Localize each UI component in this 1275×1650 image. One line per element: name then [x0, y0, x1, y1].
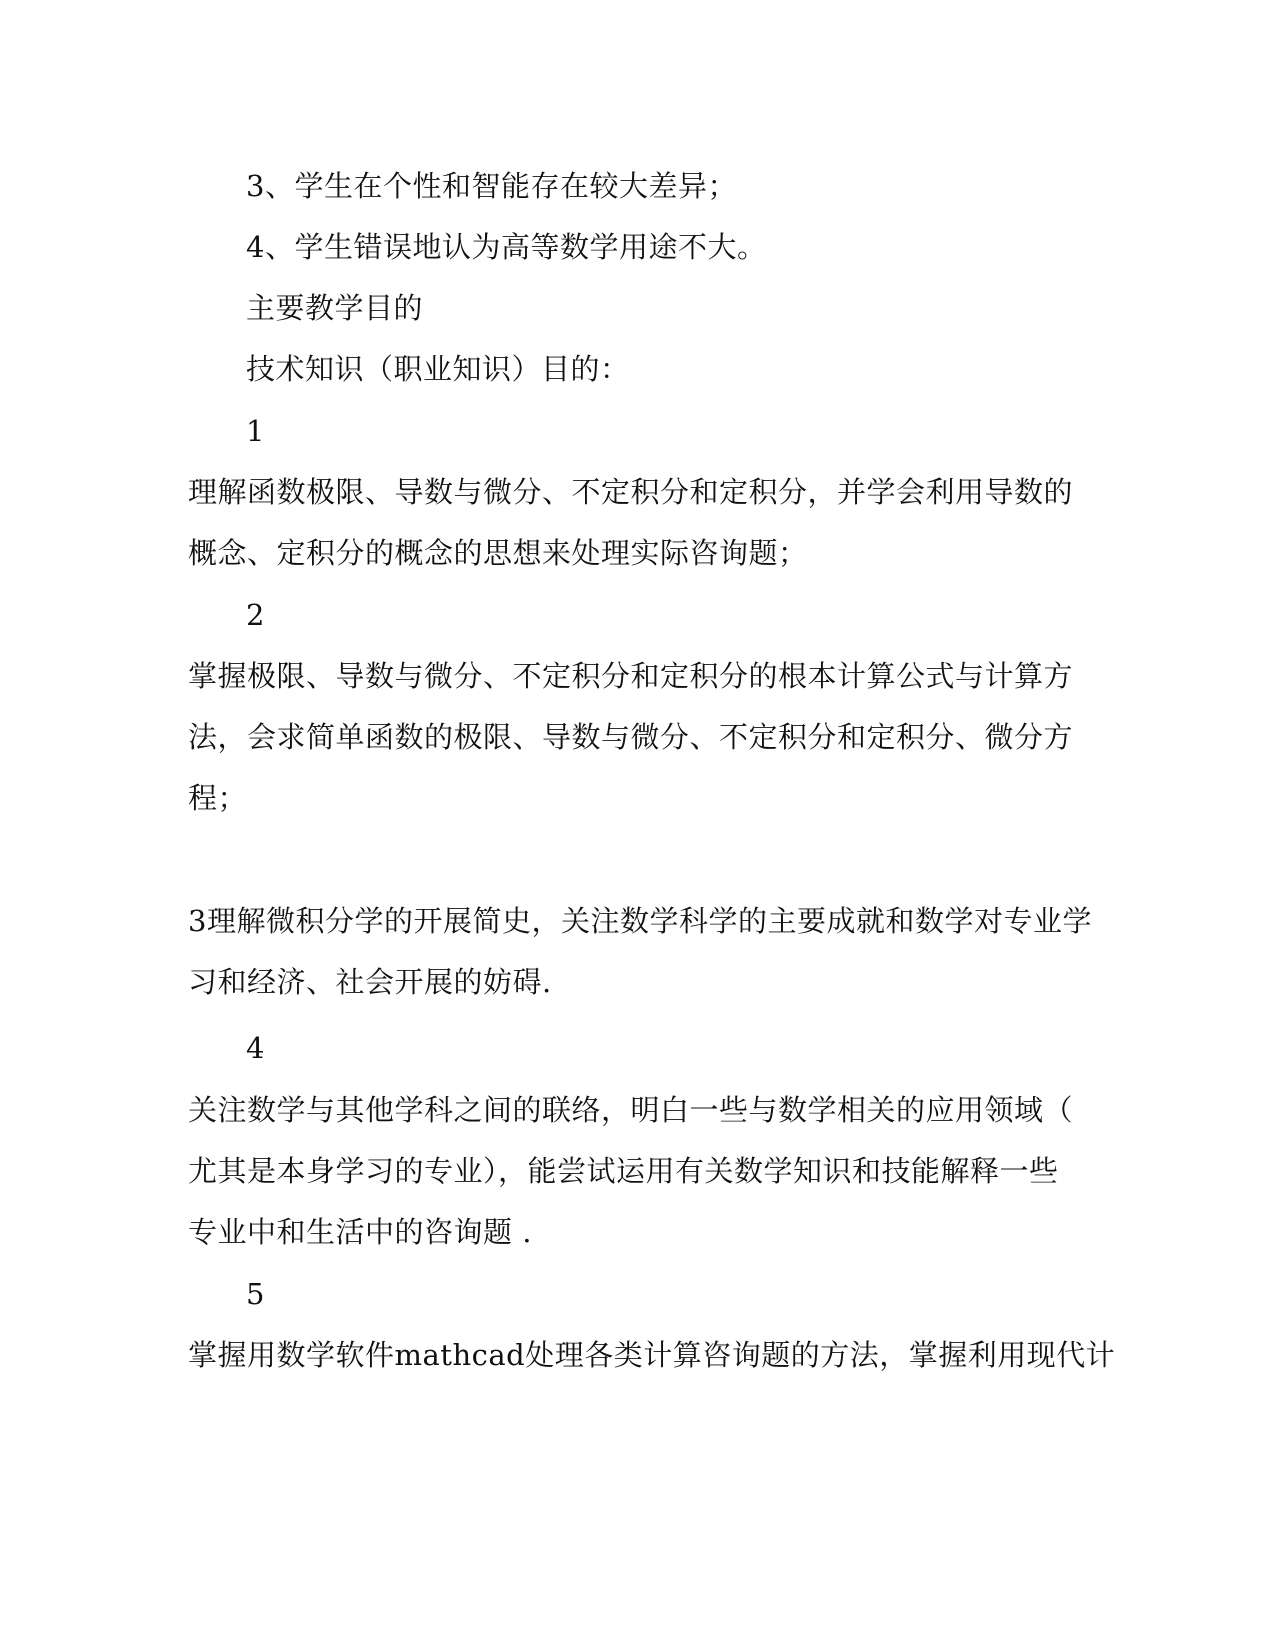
list-item-3: 3、学生在个性和智能存在较大差异； — [246, 169, 737, 203]
paragraph-line: 尤其是本身学习的专业），能尝试运用有关数学知识和技能解释一些 — [188, 1154, 1059, 1188]
paragraph-line: 关注数学与其他学科之间的联络，明白一些与数学相关的应用领域（ — [188, 1093, 1074, 1127]
paragraph-line: 专业中和生活中的咨询题 . — [188, 1215, 532, 1249]
subsection-heading: 技术知识（职业知识）目的： — [246, 352, 630, 386]
paragraph-line: 习和经济、社会开展的妨碍. — [188, 965, 552, 999]
paragraph-line: 理解函数极限、导数与微分、不定积分和定积分，并学会利用导数的 — [188, 475, 1074, 509]
item-number-2: 2 — [246, 598, 265, 632]
item-number-5: 5 — [246, 1277, 265, 1311]
paragraph-line: 3理解微积分学的开展简史，关注数学科学的主要成就和数学对专业学 — [188, 904, 1092, 938]
list-item-4: 4、学生错误地认为高等数学用途不大。 — [246, 230, 767, 264]
paragraph-line: 掌握用数学软件mathcad处理各类计算咨询题的方法，掌握利用现代计 — [188, 1338, 1116, 1372]
item-number-4: 4 — [246, 1031, 265, 1065]
paragraph-line: 程； — [188, 781, 248, 815]
paragraph-line: 概念、定积分的概念的思想来处理实际咨询题； — [188, 536, 808, 570]
item-number-1: 1 — [246, 414, 265, 448]
section-heading: 主要教学目的 — [246, 291, 424, 325]
paragraph-line: 掌握极限、导数与微分、不定积分和定积分的根本计算公式与计算方 — [188, 659, 1074, 693]
paragraph-line: 法，会求简单函数的极限、导数与微分、不定积分和定积分、微分方 — [188, 720, 1074, 754]
